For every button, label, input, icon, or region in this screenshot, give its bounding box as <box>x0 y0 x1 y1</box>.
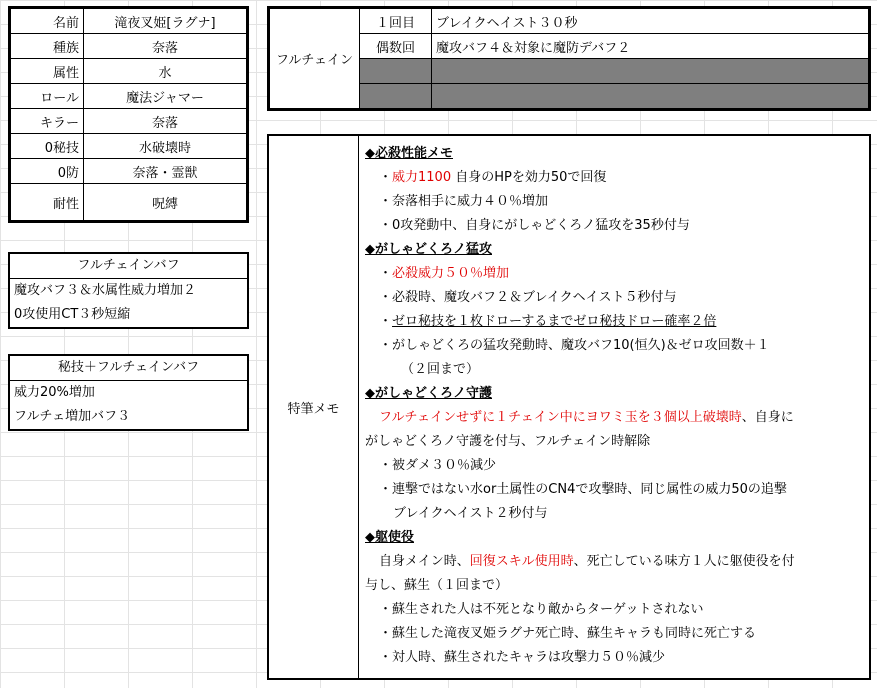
secret-fullchain-buff-line: 威力20%増加 <box>14 385 95 400</box>
memo-line: 与し、蘇生（１回まで） <box>365 578 509 593</box>
fullchain-row-empty <box>270 59 869 84</box>
memo-label-cell <box>269 136 359 678</box>
memo-line: （２回まで） <box>401 362 480 377</box>
memo-line: ・連撃ではない水or土属性のCN4で攻撃時、同じ属性の威力50の追撃 <box>379 482 787 497</box>
memo-heading: ◆躯使役 <box>365 530 414 545</box>
profile-row-race <box>11 34 247 59</box>
fullchain-buff-line: 魔攻バフ３＆水属性威力増加２ <box>14 283 197 298</box>
profile-value: 奈落 <box>84 109 247 134</box>
profile-label: 属性 <box>11 59 84 84</box>
profile-value: 奈落・霊獣 <box>84 159 247 184</box>
memo-line: ・被ダメ３０％減少 <box>379 458 497 473</box>
fullchain-buff-title: フルチェインバフ <box>10 254 247 279</box>
profile-label: 名前 <box>11 9 84 34</box>
profile-row-name <box>11 9 247 34</box>
memo-label: 特筆メモ <box>287 401 340 417</box>
memo-heading: ◆がしゃどくろノ猛攻 <box>365 242 492 257</box>
empty-cell <box>432 84 869 109</box>
secret-fullchain-buff-box <box>8 354 249 431</box>
memo-line: ・0攻発動中、自身にがしゃどくろノ猛攻を35秒付与 <box>379 218 690 233</box>
memo-line: ・必殺時、魔攻バフ２＆ブレイクヘイスト５秒付与 <box>379 290 677 305</box>
empty-cell <box>360 59 432 84</box>
profile-value: 呪縛 <box>84 184 247 221</box>
memo-line <box>365 406 869 430</box>
profile-value: 水破壊時 <box>84 134 247 159</box>
memo-line: ・蘇生した滝夜叉姫ラグナ死亡時、蘇生キャラも同時に死亡する <box>379 626 757 641</box>
profile-row-resistance <box>11 184 247 221</box>
memo-line: ・対人時、蘇生されたキャラは攻撃力５０％減少 <box>379 650 666 665</box>
memo-line: ・奈落相手に威力４０％増加 <box>379 194 549 209</box>
profile-row-zero-defense <box>11 159 247 184</box>
memo-text: 自身メイン時、 <box>379 554 470 569</box>
memo-content <box>359 136 869 678</box>
highlight-text: フルチェインせずに１チェイン中にヨワミ玉を３個以上破壊時 <box>379 410 742 425</box>
fullchain-row <box>270 34 869 59</box>
fullchain-when: 偶数回 <box>360 34 432 59</box>
profile-value: 滝夜叉姫[ラグナ] <box>84 9 247 34</box>
profile-value: 水 <box>84 59 247 84</box>
highlight-text: 威力1100 <box>392 170 452 185</box>
memo-text: 、自身に <box>741 410 794 425</box>
profile-label: 耐性 <box>11 184 84 221</box>
empty-cell <box>432 59 869 84</box>
fullchain-when: １回目 <box>360 9 432 34</box>
profile-value: 奈落 <box>84 34 247 59</box>
profile-table <box>8 6 249 223</box>
memo-heading: ◆必殺性能メモ <box>365 146 453 161</box>
memo-line: ・がしゃどくろの猛攻発動時、魔攻バフ10(恒久)＆ゼロ攻回数＋１ <box>379 338 770 353</box>
profile-label: 0秘技 <box>11 134 84 159</box>
memo-text: 、死亡している味方１人に躯使役を付 <box>573 554 795 569</box>
memo-line: ブレイクヘイスト２秒付与 <box>393 506 548 521</box>
fullchain-effect: ブレイクヘイスト３０秒 <box>432 9 869 34</box>
memo-line: がしゃどくろノ守護を付与、フルチェイン時解除 <box>365 434 651 449</box>
fullchain-buff-box <box>8 252 249 329</box>
bullet: ・ <box>379 170 393 185</box>
underlined-text: ゼロ秘技を１枚ドローするまでゼロ秘技ドロー確率２倍 <box>392 314 717 329</box>
memo-heading: ◆がしゃどくろノ守護 <box>365 386 492 401</box>
profile-label: 0防 <box>11 159 84 184</box>
memo-line: ・蘇生された人は不死となり敵からターゲットされない <box>379 602 704 617</box>
fullchain-grid <box>269 8 869 109</box>
profile-label: 種族 <box>11 34 84 59</box>
profile-grid <box>10 8 247 221</box>
fullchain-effect: 魔攻バフ４＆対象に魔防デバフ２ <box>432 34 869 59</box>
profile-row-role <box>11 84 247 109</box>
highlight-text: 回復スキル使用時 <box>469 554 574 569</box>
fullchain-buff-line: 0攻使用CT３秒短縮 <box>14 307 131 322</box>
highlight-text: 必殺威力５０％増加 <box>392 266 510 281</box>
fullchain-row-empty <box>270 84 869 109</box>
profile-label: キラー <box>11 109 84 134</box>
secret-fullchain-buff-line: フルチェ増加バフ３ <box>14 409 131 424</box>
memo-line <box>365 310 869 334</box>
secret-fullchain-buff-title: 秘技＋フルチェインバフ <box>10 356 247 381</box>
empty-cell <box>360 84 432 109</box>
memo-line <box>365 166 869 190</box>
memo-box <box>267 134 871 680</box>
bullet: ・ <box>379 266 393 281</box>
profile-value: 魔法ジャマー <box>84 84 247 109</box>
profile-row-killer <box>11 109 247 134</box>
profile-row-zero-secret <box>11 134 247 159</box>
fullchain-label: フルチェイン <box>270 9 360 109</box>
memo-text: 自身のHPを効力50で回復 <box>451 170 607 185</box>
fullchain-table <box>267 6 871 111</box>
memo-line <box>365 262 869 286</box>
bullet: ・ <box>379 314 393 329</box>
fullchain-row <box>270 9 869 34</box>
profile-label: ロール <box>11 84 84 109</box>
profile-row-attribute <box>11 59 247 84</box>
memo-line <box>365 550 869 574</box>
